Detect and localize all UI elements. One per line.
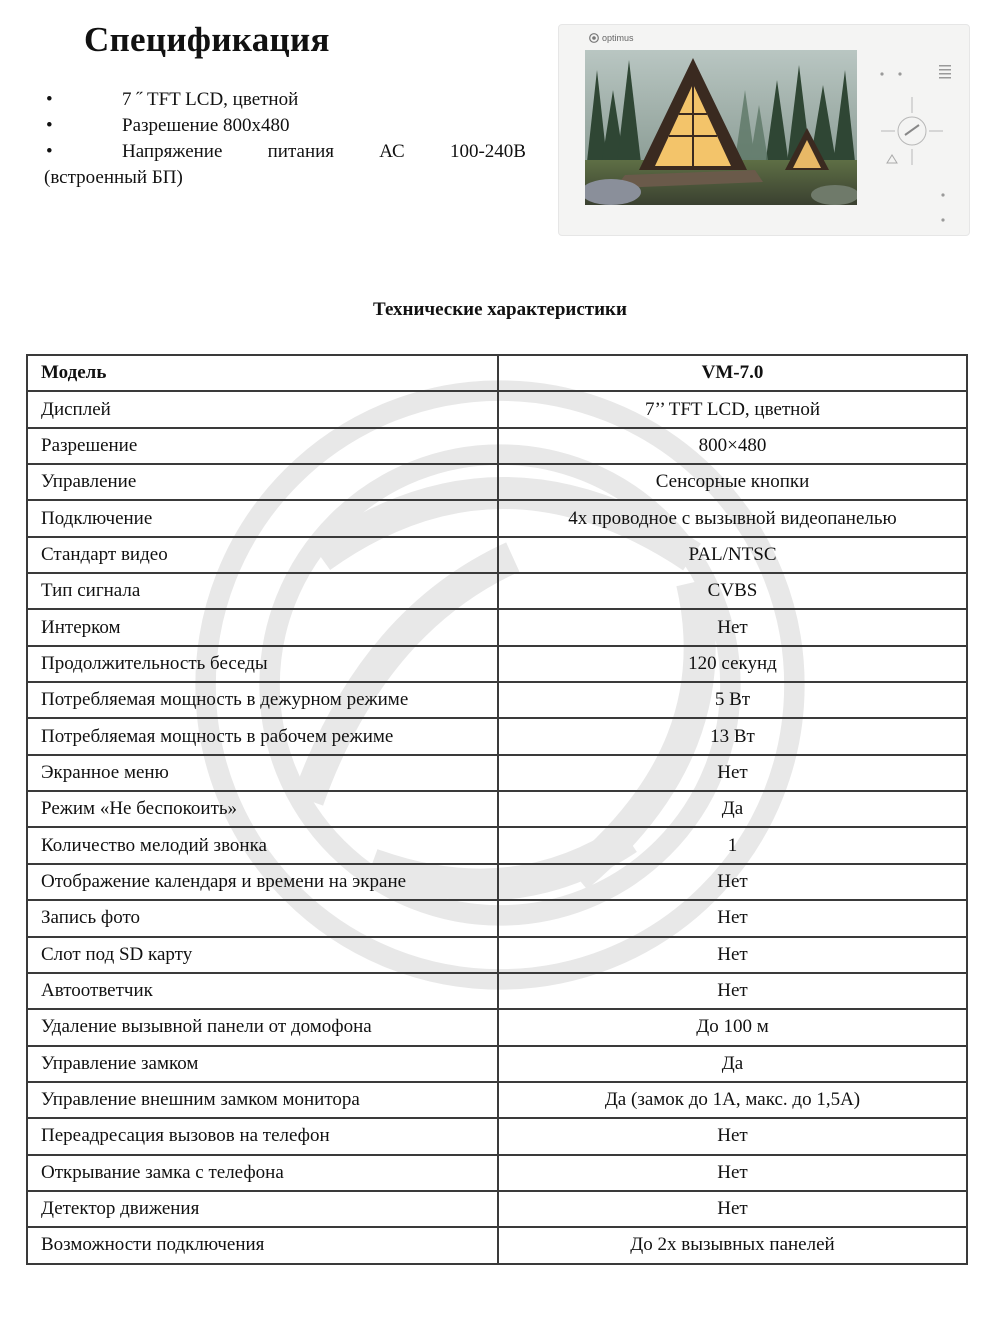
spec-value: 13 Вт [498, 718, 967, 754]
spec-label: Запись фото [27, 900, 498, 936]
table-row [27, 1191, 967, 1227]
spec-label: Разрешение [27, 428, 498, 464]
table-row [27, 573, 967, 609]
list-item [44, 139, 526, 165]
table-header-row [27, 355, 967, 391]
spec-value: 5 Вт [498, 682, 967, 718]
spec-label: Количество мелодий звонка [27, 827, 498, 863]
bullet-icon: • [46, 141, 53, 162]
spec-label: Потребляемая мощность в дежурном режиме [27, 682, 498, 718]
feature-resolution: Разрешение 800х480 [122, 115, 290, 136]
spec-value: До 100 м [498, 1009, 967, 1045]
spec-value: Нет [498, 1191, 967, 1227]
section-title: Технические характеристики [373, 299, 627, 320]
table-row [27, 609, 967, 645]
monitor-control-panel [867, 45, 962, 230]
spec-value: Да (замок до 1А, макс. до 1,5А) [498, 1082, 967, 1118]
brand-logo [589, 33, 634, 43]
spec-value: До 2х вызывных панелей [498, 1227, 967, 1263]
feature-list [44, 87, 526, 191]
spec-label: Автоответчик [27, 973, 498, 1009]
table-row [27, 500, 967, 536]
spec-value: Нет [498, 937, 967, 973]
power-word: 100-240В [449, 141, 526, 162]
spec-value: 4х проводное с вызывной видеопанелью [498, 500, 967, 536]
table-row [27, 755, 967, 791]
spec-label: Продолжительность беседы [27, 646, 498, 682]
table-row [27, 937, 967, 973]
table-row [27, 537, 967, 573]
table-row [27, 464, 967, 500]
spec-label: Переадресация вызовов на телефон [27, 1118, 498, 1154]
spec-label: Открывание замка с телефона [27, 1155, 498, 1191]
spec-value: Нет [498, 900, 967, 936]
spec-label: Потребляемая мощность в рабочем режиме [27, 718, 498, 754]
table-row [27, 827, 967, 863]
spec-label: Управление [27, 464, 498, 500]
spec-label: Режим «Не беспокоить» [27, 791, 498, 827]
table-row [27, 791, 967, 827]
table-row [27, 646, 967, 682]
spec-label: Стандарт видео [27, 537, 498, 573]
table-row [27, 1155, 967, 1191]
table-row [27, 682, 967, 718]
spec-value: Нет [498, 755, 967, 791]
feature-power [122, 139, 526, 165]
spec-value: Нет [498, 973, 967, 1009]
spec-label: Возможности подключения [27, 1227, 498, 1263]
feature-display: 7 ˝ TFT LCD, цветной [122, 89, 299, 110]
spec-value: Нет [498, 1155, 967, 1191]
spec-value: CVBS [498, 573, 967, 609]
brand-name: optimus [602, 33, 634, 43]
bullet-icon: • [46, 115, 53, 136]
brand-logo-icon [589, 33, 599, 43]
feature-power-continuation: (встроенный БП) [44, 167, 183, 188]
spec-value: Да [498, 791, 967, 827]
table-row [27, 391, 967, 427]
spec-value: Нет [498, 864, 967, 900]
power-word: АС [379, 141, 405, 162]
spec-label: Отображение календаря и времени на экране [27, 864, 498, 900]
table-row [27, 1082, 967, 1118]
spec-label: Управление внешним замком монитора [27, 1082, 498, 1118]
spec-label: Удаление вызывной панели от домофона [27, 1009, 498, 1045]
table-row [27, 1046, 967, 1082]
table-row [27, 1118, 967, 1154]
spec-table [26, 354, 968, 1265]
spec-value: PAL/NTSC [498, 537, 967, 573]
header-value: VM-7.0 [498, 355, 967, 391]
table-row [27, 718, 967, 754]
spec-label: Подключение [27, 500, 498, 536]
list-item [44, 87, 526, 113]
spec-value: Да [498, 1046, 967, 1082]
power-word: питания [267, 141, 335, 162]
table-row [27, 973, 967, 1009]
spec-value: Сенсорные кнопки [498, 464, 967, 500]
list-item [44, 113, 526, 139]
spec-value: 120 секунд [498, 646, 967, 682]
header-label: Модель [27, 355, 498, 391]
spec-value: 1 [498, 827, 967, 863]
power-word: Напряжение [122, 141, 223, 162]
spec-label: Тип сигнала [27, 573, 498, 609]
page-title: Спецификация [84, 20, 330, 59]
spec-label: Слот под SD карту [27, 937, 498, 973]
spec-value: Нет [498, 1118, 967, 1154]
spec-label: Интерком [27, 609, 498, 645]
table-row [27, 428, 967, 464]
spec-value: Нет [498, 609, 967, 645]
spec-label: Детектор движения [27, 1191, 498, 1227]
spec-value: 800×480 [498, 428, 967, 464]
spec-label: Управление замком [27, 1046, 498, 1082]
product-image [558, 24, 970, 236]
table-row [27, 864, 967, 900]
monitor-screen-photo [585, 50, 857, 205]
bullet-icon: • [46, 89, 53, 110]
table-row [27, 1227, 967, 1263]
table-row [27, 900, 967, 936]
table-row [27, 1009, 967, 1045]
spec-label: Дисплей [27, 391, 498, 427]
spec-value: 7’’ TFT LCD, цветной [498, 391, 967, 427]
spec-label: Экранное меню [27, 755, 498, 791]
